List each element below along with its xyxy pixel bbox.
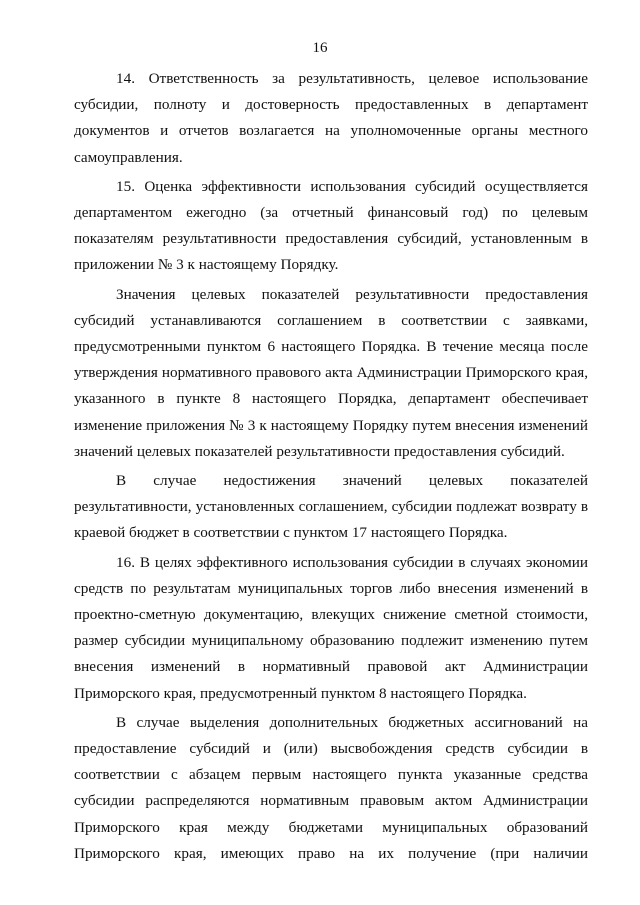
paragraph-15-non-achievement: В случае недостижения значений целевых показателей результативности, установленных соглашением, субсидии подлежат возврату в краевой бюджет в соответствии с пунктом 17 настоящего Порядка.: [74, 472, 588, 542]
paragraph-16-additional-allocations: В случае выделения дополнительных бюджетных ассигнований на предоставление субсидий и (или) высвобождения средств субсидии в соответствии с абзацем первым настоящего пункта указанные средства субсидии распределяются нормативным правовым актом Администрации Приморского края между бюджетами муниципальных образований Приморского края, имеющих право на их получение (при наличии: [74, 713, 588, 862]
paragraph-15: 15. Оценка эффективности использования субсидий осуществляется департаментом ежегодно (за отчетный финансовый год) по целевым показателям результативности предоставления субсидий, установленным в приложении № 3 к настоящему Порядку.: [74, 177, 588, 274]
document-body: [74, 66, 588, 870]
paragraph-15-target-values: Значения целевых показателей результативности предоставления субсидий устанавливаются соглашением в соответствии с заявками, предусмотренными пунктом 6 настоящего Порядка. В течение месяца после утверждения нормативного правового акта Администрации Приморского края, указанного в пункте 8 настоящего Порядка, департамент обеспечивает изменение приложения № 3 к настоящему Порядку путем внесения изменений значений целевых показателей результативности предоставления субсидий.: [74, 285, 588, 460]
paragraph-16: 16. В целях эффективного использования субсидии в случаях экономии средств по результатам муниципальных торгов либо внесения изменений в проектно-сметную документацию, влекущих снижение сметной стоимости, размер субсидии муниципальному образованию подлежит изменению путем внесения изменений в нормативный правовой акт Администрации Приморского края, предусмотренный пунктом 8 настоящего Порядка.: [74, 553, 588, 702]
page-number: 16: [312, 40, 328, 56]
paragraph-14: 14. Ответственность за результативность, целевое использование субсидии, полноту и достоверность предоставленных в департамент документов и отчетов возлагается на уполномоченные органы местного самоуправления.: [74, 70, 588, 166]
